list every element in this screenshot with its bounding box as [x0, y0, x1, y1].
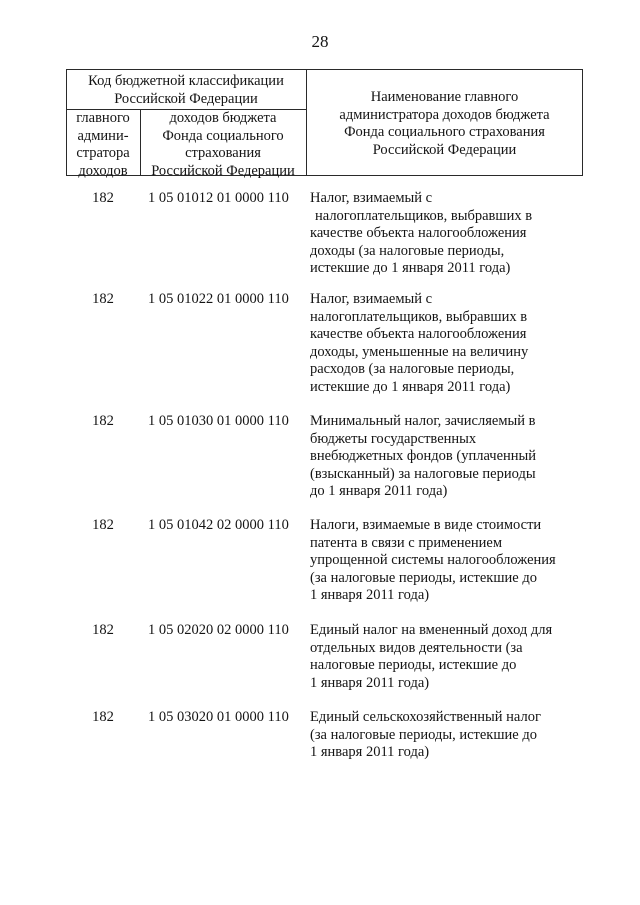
header-income-code-column: доходов бюджета Фонда социального страхования Российской Федерации — [151, 110, 295, 179]
income-code: 1 05 01042 02 0000 110 — [148, 517, 289, 533]
income-name: Единый налог на вмененный доход для отдельных видов деятельности (за налоговые периоды, истекшие до 1 января 2011 года) — [310, 622, 553, 691]
header-administrator-name-column: Наименование главного администратора доходов бюджета Фонда социального страхования Российской Федерации — [339, 89, 550, 158]
page-number: 28 — [311, 32, 329, 51]
admin-code: 182 — [92, 413, 114, 429]
income-name: Минимальный налог, зачисляемый в бюджеты государственных внебюджетных фондов (уплаченный (взысканный) за налоговые периоды до 1 января 2011 года) — [310, 413, 537, 499]
income-code: 1 05 03020 01 0000 110 — [148, 709, 289, 725]
admin-code: 182 — [92, 291, 114, 307]
income-code: 1 05 01022 01 0000 110 — [148, 291, 289, 307]
admin-code: 182 — [92, 709, 114, 725]
table-header — [66, 69, 583, 179]
admin-code: 182 — [92, 190, 114, 206]
header-budget-classification-code: Код бюджетной классификации Российской Федерации — [88, 73, 284, 107]
admin-code: 182 — [92, 517, 114, 533]
admin-code: 182 — [92, 622, 114, 638]
income-name: Налог, взимаемый с налогоплательщиков, выбравших в качестве объекта налогообложения доходы, уменьшенные на величину расходов (за налоговые периоды, истекшие до 1 января 2011 года) — [310, 291, 529, 395]
income-code: 1 05 01012 01 0000 110 — [148, 190, 289, 206]
income-code: 1 05 01030 01 0000 110 — [148, 413, 289, 429]
income-name: Налоги, взимаемые в виде стоимости патента в связи с применением упрощенной системы налогообложения (за налоговые периоды, истекшие до 1 января 2011 года) — [310, 517, 556, 603]
income-name: Единый сельскохозяйственный налог (за налоговые периоды, истекшие до 1 января 2011 года) — [310, 709, 541, 760]
income-name: Налог, взимаемый с налогоплательщиков, выбравших в качестве объекта налогообложения доходы (за налоговые периоды, истекшие до 1 января 2011 года) — [310, 190, 533, 276]
header-chief-administrator-column: главного админи- стратора доходов — [76, 110, 130, 179]
income-code: 1 05 02020 02 0000 110 — [148, 622, 289, 638]
